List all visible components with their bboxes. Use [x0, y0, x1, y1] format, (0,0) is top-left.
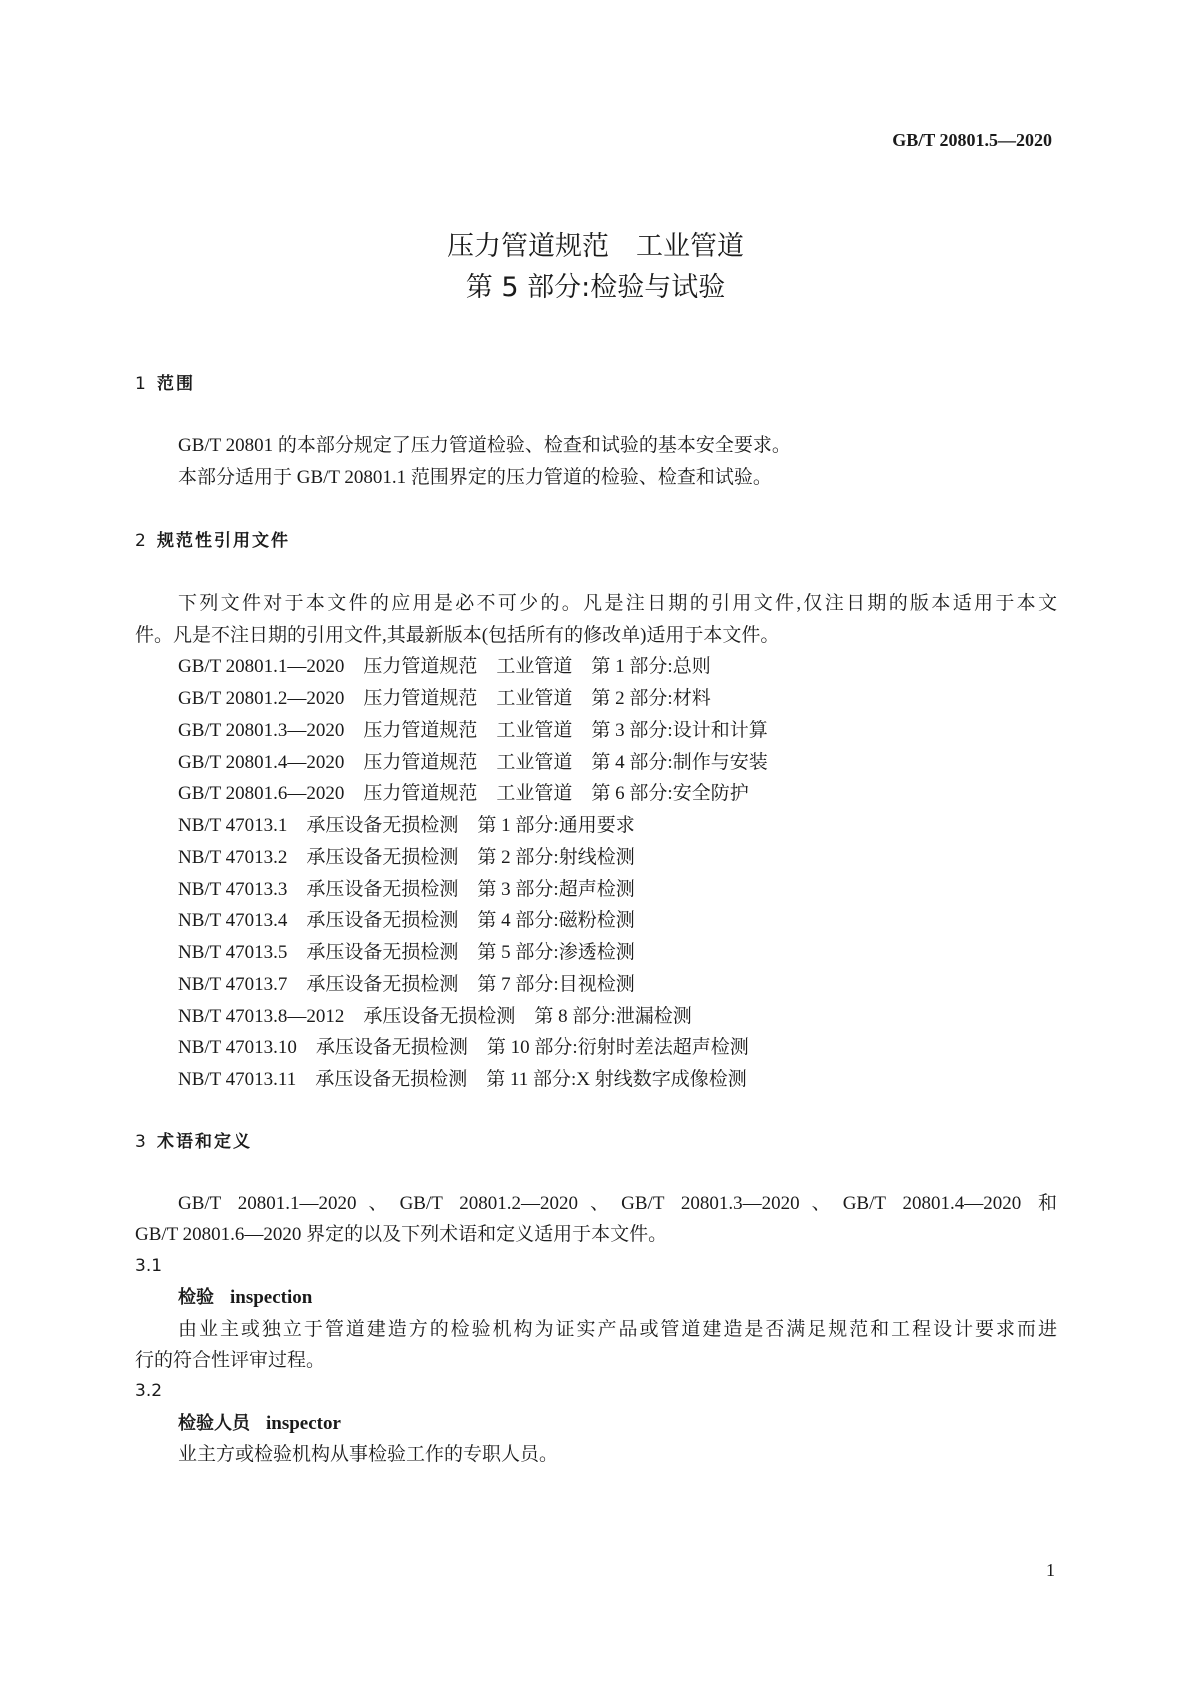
definition-line: 业主方或检验机构从事检验工作的专职人员。	[178, 1444, 559, 1466]
reference-item: NB/T 47013.7 承压设备无损检测 第 7 部分:目视检测	[178, 973, 635, 995]
reference-item: GB/T 20801.2—2020 压力管道规范 工业管道 第 2 部分:材料	[178, 688, 711, 710]
term-entry	[135, 1282, 1057, 1313]
term-english: inspector	[266, 1412, 341, 1434]
reference-item: GB/T 20801.3—2020 压力管道规范 工业管道 第 3 部分:设计和计算	[178, 719, 768, 741]
paragraph: GB/T 20801 的本部分规定了压力管道检验、检查和试验的基本安全要求。	[178, 435, 791, 456]
term-chinese: 检验人员	[178, 1412, 250, 1434]
title-line-2: 第 5 部分:检验与试验	[465, 272, 726, 303]
section-2-body	[135, 588, 1057, 1096]
intro-line: 件。凡是不注日期的引用文件,其最新版本(包括所有的修改单)适用于本文件。	[135, 624, 780, 646]
reference-item: NB/T 47013.5 承压设备无损检测 第 5 部分:渗透检测	[178, 942, 635, 964]
section-title: 范围	[157, 374, 195, 394]
section-number: 1	[135, 374, 146, 394]
intro-line: 下列文件对于本文件的应用是必不可少的。凡是注日期的引用文件,仅注日期的版本适用于本文	[178, 593, 1057, 614]
reference-item: NB/T 47013.10 承压设备无损检测 第 10 部分:衍射时差法超声检测	[178, 1037, 749, 1059]
section-3-heading	[135, 1127, 252, 1157]
reference-item: GB/T 20801.1—2020 压力管道规范 工业管道 第 1 部分:总则	[178, 656, 711, 678]
intro-line: GB/T 20801.6—2020 界定的以及下列术语和定义适用于本文件。	[135, 1224, 668, 1246]
intro-line: GB/T 20801.1—2020、GB/T 20801.2—2020、GB/T 20801.3—2020、GB/T 20801.4—2020 和	[178, 1193, 1057, 1214]
clause-number: 3.1	[135, 1255, 163, 1276]
reference-item: NB/T 47013.8—2012 承压设备无损检测 第 8 部分:泄漏检测	[178, 1005, 692, 1027]
term-english: inspection	[230, 1287, 313, 1309]
document-number: GB/T 20801.5—2020	[892, 130, 1052, 150]
paragraph: 本部分适用于 GB/T 20801.1 范围界定的压力管道的检验、检查和试验。	[178, 467, 772, 488]
section-title: 术语和定义	[157, 1132, 252, 1152]
reference-list	[135, 651, 1057, 1095]
reference-item: NB/T 47013.3 承压设备无损检测 第 3 部分:超声检测	[178, 878, 635, 900]
reference-item: NB/T 47013.11 承压设备无损检测 第 11 部分:X 射线数字成像检测	[178, 1069, 747, 1091]
section-number: 2	[135, 531, 146, 551]
term-chinese: 检验	[178, 1287, 214, 1309]
section-1-body	[135, 430, 1057, 494]
definition-line: 由业主或独立于管道建造方的检验机构为证实产品或管道建造是否满足规范和工程设计要求而进	[178, 1318, 1057, 1340]
reference-item: GB/T 20801.6—2020 压力管道规范 工业管道 第 6 部分:安全防护	[178, 783, 749, 805]
document-title	[0, 226, 1191, 308]
section-2-heading	[135, 526, 290, 556]
term-entry	[135, 1408, 1057, 1439]
section-title: 规范性引用文件	[157, 531, 290, 551]
section-number: 3	[135, 1132, 146, 1152]
page-number: 1	[1046, 1560, 1055, 1580]
reference-item: NB/T 47013.1 承压设备无损检测 第 1 部分:通用要求	[178, 815, 635, 837]
title-line-1: 压力管道规范 工业管道	[447, 231, 744, 262]
section-1-heading	[135, 369, 195, 399]
reference-item: NB/T 47013.2 承压设备无损检测 第 2 部分:射线检测	[178, 846, 635, 868]
reference-item: GB/T 20801.4—2020 压力管道规范 工业管道 第 4 部分:制作与安装	[178, 751, 768, 773]
clause-number: 3.2	[135, 1381, 163, 1402]
section-3-body	[135, 1188, 1057, 1471]
reference-item: NB/T 47013.4 承压设备无损检测 第 4 部分:磁粉检测	[178, 910, 635, 932]
definition-line: 行的符合性评审过程。	[135, 1350, 326, 1372]
